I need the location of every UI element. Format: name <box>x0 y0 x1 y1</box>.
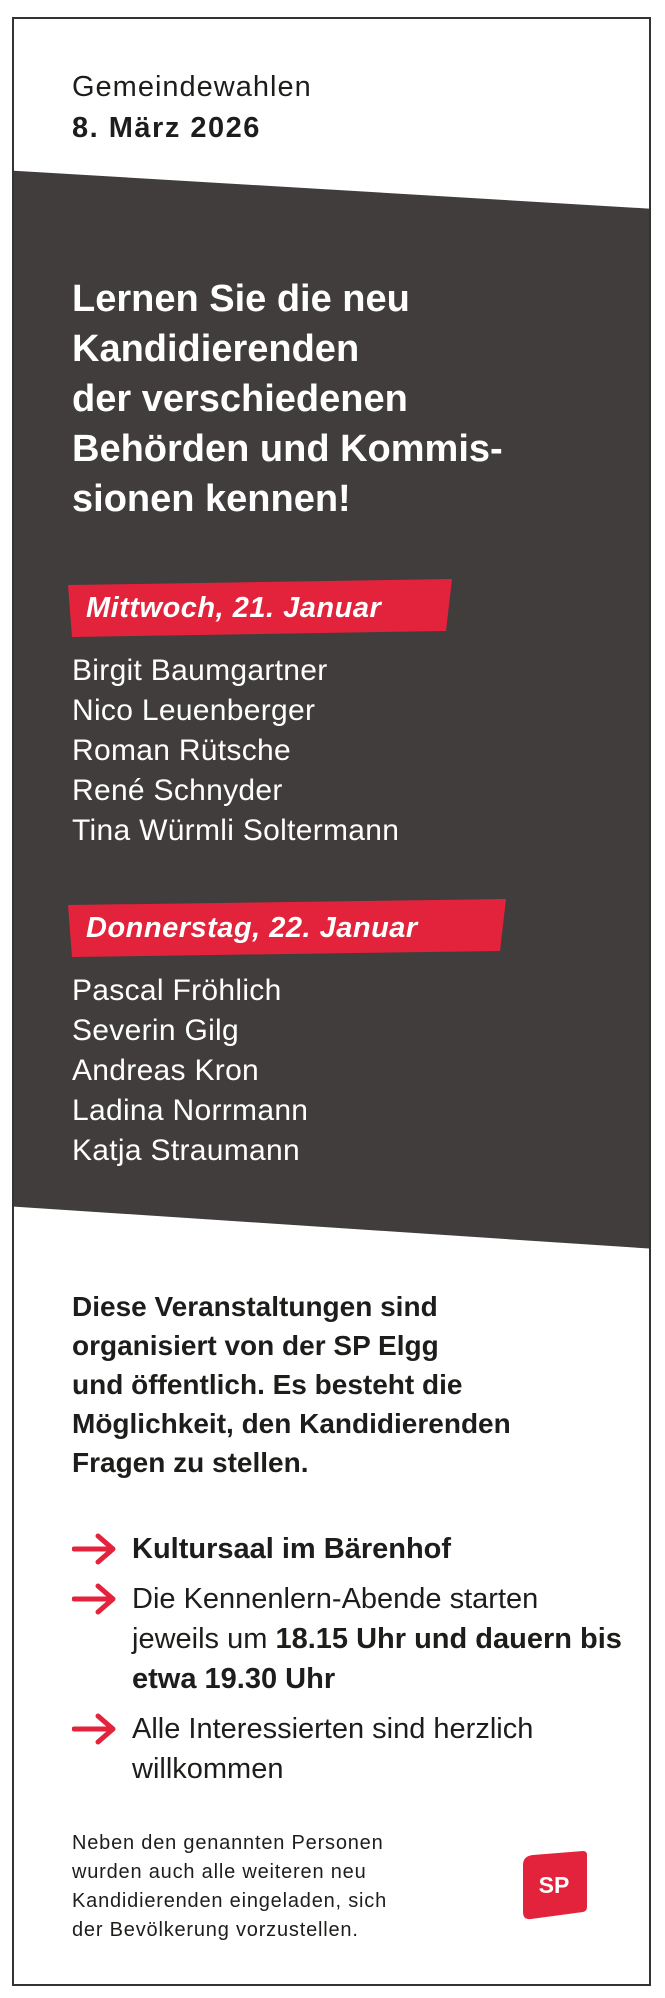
welcome-text: Alle Interessierten sind herzlich willkommen <box>132 1713 534 1785</box>
time-item <box>72 1579 632 1699</box>
details-list <box>72 1529 632 1799</box>
event-type: Gemeindewahlen <box>72 71 312 103</box>
footnote-line: Kandidierenden eingeladen, sich <box>72 1890 388 1912</box>
footnote-line: wurden auch alle weiteren neu <box>72 1861 367 1883</box>
info-line: Diese Veranstaltungen sind <box>72 1291 438 1322</box>
ad-frame <box>12 17 651 1986</box>
sp-logo <box>519 1849 589 1921</box>
candidate-list-thursday <box>72 971 308 1171</box>
candidate-name: Pascal Fröhlich <box>72 974 282 1007</box>
candidate-name: Nico Leuenberger <box>72 694 316 727</box>
candidate-name: Katja Straumann <box>72 1134 300 1167</box>
candidate-name: Severin Gilg <box>72 1014 240 1047</box>
info-line: Fragen zu stellen. <box>72 1447 309 1478</box>
venue-text: Kultursaal im Bärenhof <box>132 1533 452 1565</box>
candidate-name: Roman Rütsche <box>72 734 291 767</box>
time-bold-text: 18.15 Uhr und dauern bis etwa 19.30 Uhr <box>132 1623 622 1695</box>
headline-line: der verschiedenen <box>72 378 408 420</box>
info-line: und öffentlich. Es besteht die <box>72 1369 463 1400</box>
time-text: Die Kennenlern-Abende starten jeweils um <box>132 1583 539 1655</box>
day-label: Mittwoch, 21. Januar <box>86 591 382 624</box>
headline <box>72 274 632 524</box>
election-date: 8. März 2026 <box>72 112 261 144</box>
headline-line: Lernen Sie die neu <box>72 278 410 320</box>
arrow-right-icon <box>72 1583 118 1615</box>
arrow-right-icon <box>72 1713 118 1745</box>
info-paragraph <box>72 1287 632 1482</box>
candidate-name: Birgit Baumgartner <box>72 654 328 687</box>
footnote <box>72 1829 492 1945</box>
footnote-line: Neben den genannten Personen <box>72 1832 384 1854</box>
welcome-item <box>72 1709 632 1789</box>
day-label: Donnerstag, 22. Januar <box>86 911 418 944</box>
sp-logo-text: SP <box>538 1871 570 1898</box>
arrow-right-icon <box>72 1533 118 1565</box>
candidate-name: Andreas Kron <box>72 1054 260 1087</box>
footnote-line: der Bevölkerung vorzustellen. <box>72 1919 359 1941</box>
venue-item <box>72 1529 632 1569</box>
candidate-name: René Schnyder <box>72 774 283 807</box>
day-tag-wednesday <box>68 579 452 637</box>
headline-line: Behörden und Kommis- <box>72 428 503 470</box>
headline-line: sionen kennen! <box>72 478 351 520</box>
info-line: organisiert von der SP Elgg <box>72 1330 439 1361</box>
headline-line: Kandidierenden <box>72 328 360 370</box>
day-tag-thursday <box>68 899 506 957</box>
candidate-name: Tina Würmli Soltermann <box>72 814 400 847</box>
candidate-name: Ladina Norrmann <box>72 1094 309 1127</box>
candidate-list-wednesday <box>72 651 399 851</box>
info-line: Möglichkeit, den Kandidierenden <box>72 1408 511 1439</box>
